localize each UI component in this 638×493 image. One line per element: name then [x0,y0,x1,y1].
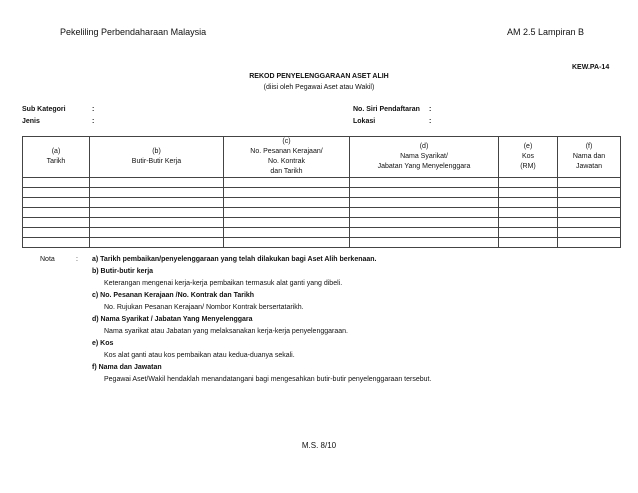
col-letter: (c) [282,138,291,145]
no-siri-colon: : [429,106,432,113]
col-title: Jawatan [575,163,603,170]
col-letter: (a) [51,148,61,155]
table-cell [224,228,350,238]
note-d-heading-text: d) Nama Syarikat / Jabatan Yang Menyelenggara [92,316,253,323]
form-code: KEW.PA-14 [572,64,610,71]
table-row [23,188,621,198]
table-row [23,208,621,218]
table-cell [23,238,90,248]
table-row [23,218,621,228]
table-row [23,228,621,238]
table-cell [23,188,90,198]
lokasi-label: Lokasi [353,118,376,125]
table-cell [23,218,90,228]
col-letter: (f) [585,143,593,150]
table-cell [558,178,621,188]
table-cell [499,198,558,208]
table-cell [558,198,621,208]
col-letter: (b) [152,148,161,155]
note-a-heading [92,256,377,263]
col-title: Nama Syarikat/ [400,153,448,160]
table-cell [90,178,224,188]
note-f-heading [92,364,162,371]
table-cell [90,208,224,218]
table-cell [23,228,90,238]
table-cell [558,218,621,228]
col-title: Kos [521,153,535,160]
table-cell [558,228,621,238]
col-header-butir-kerja [90,137,224,178]
note-a-heading-text: a) Tarikh pembaikan/penyelenggaraan yang telah dilakukan bagi Aset Alih berkenaan. [92,256,377,263]
col-header-nama-syarikat [350,137,499,178]
sub-kategori-colon: : [92,106,95,113]
col-title: Butir-Butir Kerja [131,158,182,165]
table-cell [499,188,558,198]
lokasi-colon: : [429,118,432,125]
note-b-heading-text: b) Butir-butir kerja [92,268,154,275]
col-header-nama-jawatan [558,137,621,178]
table-cell [224,238,350,248]
jenis-label: Jenis [22,118,40,125]
table-cell [224,208,350,218]
table-cell [224,188,350,198]
table-cell [558,208,621,218]
note-b-heading [92,268,153,275]
table-row [23,178,621,188]
table-cell [350,228,499,238]
note-e-heading [92,340,113,347]
form-subtitle: (diisi oleh Pegawai Aset atau Wakil) [263,84,375,91]
table-cell [224,218,350,228]
table-cell [558,188,621,198]
table-cell [90,218,224,228]
note-b-text: Keterangan mengenai kerja-kerja pembaikan termasuk alat ganti yang dibeli. [104,280,343,287]
table-row [23,198,621,208]
notes-colon: : [76,256,78,263]
table-cell [499,238,558,248]
notes-label: Nota [40,256,55,263]
note-f-text: Pegawai Aset/Wakil hendaklah menandatangani bagi mengesahkan butir-butir penyelenggaraan tersebut. [104,376,432,383]
table-cell [350,178,499,188]
col-header-no-pesanan [224,137,350,178]
col-header-kos [499,137,558,178]
col-title: (RM) [520,163,536,170]
table-cell [350,208,499,218]
table-cell [90,238,224,248]
table-cell [23,208,90,218]
note-f-heading-text: f) Nama dan Jawatan [92,364,162,371]
table-cell [558,238,621,248]
note-e-heading-text: e) Kos [92,340,114,347]
maintenance-record-table [22,136,621,248]
note-c-heading-text: c) No. Pesanan Kerajaan /No. Kontrak dan Tarikh [92,292,255,299]
header-right-text: AM 2.5 Lampiran B [507,27,585,37]
col-title: No. Kontrak [268,158,305,165]
table-header-row [23,137,621,178]
no-siri-label: No. Siri Pendaftaran [353,106,420,113]
note-c-text: No. Rujukan Pesanan Kerajaan/ Nombor Kontrak bersertatarikh. [104,304,304,311]
page-number: M.S. 8/10 [301,441,337,450]
header-left-text: Pekeliling Perbendaharaan Malaysia [60,27,207,37]
note-e-text: Kos alat ganti atau kos pembaikan atau kedua-duanya sekali. [104,352,295,359]
sub-kategori-label: Sub Kategori [22,106,66,113]
table-cell [499,208,558,218]
table-cell [224,178,350,188]
col-letter: (e) [523,143,533,150]
table-cell [499,178,558,188]
table-cell [224,198,350,208]
table-cell [90,228,224,238]
note-c-heading [92,292,254,299]
note-d-heading [92,316,253,323]
table-cell [23,198,90,208]
col-letter: (d) [419,143,429,150]
note-d-text: Nama syarikat atau Jabatan yang melaksanakan kerja-kerja penyelenggaraan. [104,328,348,335]
table-cell [499,218,558,228]
table-cell [90,188,224,198]
table-cell [350,198,499,208]
table-cell [350,218,499,228]
table-cell [499,228,558,238]
col-title: dan Tarikh [270,168,303,175]
col-title: Nama dan [572,153,606,160]
table-cell [90,198,224,208]
table-row [23,238,621,248]
col-title: Tarikh [46,158,66,165]
table-cell [350,238,499,248]
col-title: Jabatan Yang Menyelenggara [377,163,471,170]
col-title: No. Pesanan Kerajaan/ [250,148,323,155]
form-title: REKOD PENYELENGGARAAN ASET ALIH [249,73,389,80]
table-cell [23,178,90,188]
col-header-tarikh [23,137,90,178]
jenis-colon: : [92,118,95,125]
table-cell [350,188,499,198]
